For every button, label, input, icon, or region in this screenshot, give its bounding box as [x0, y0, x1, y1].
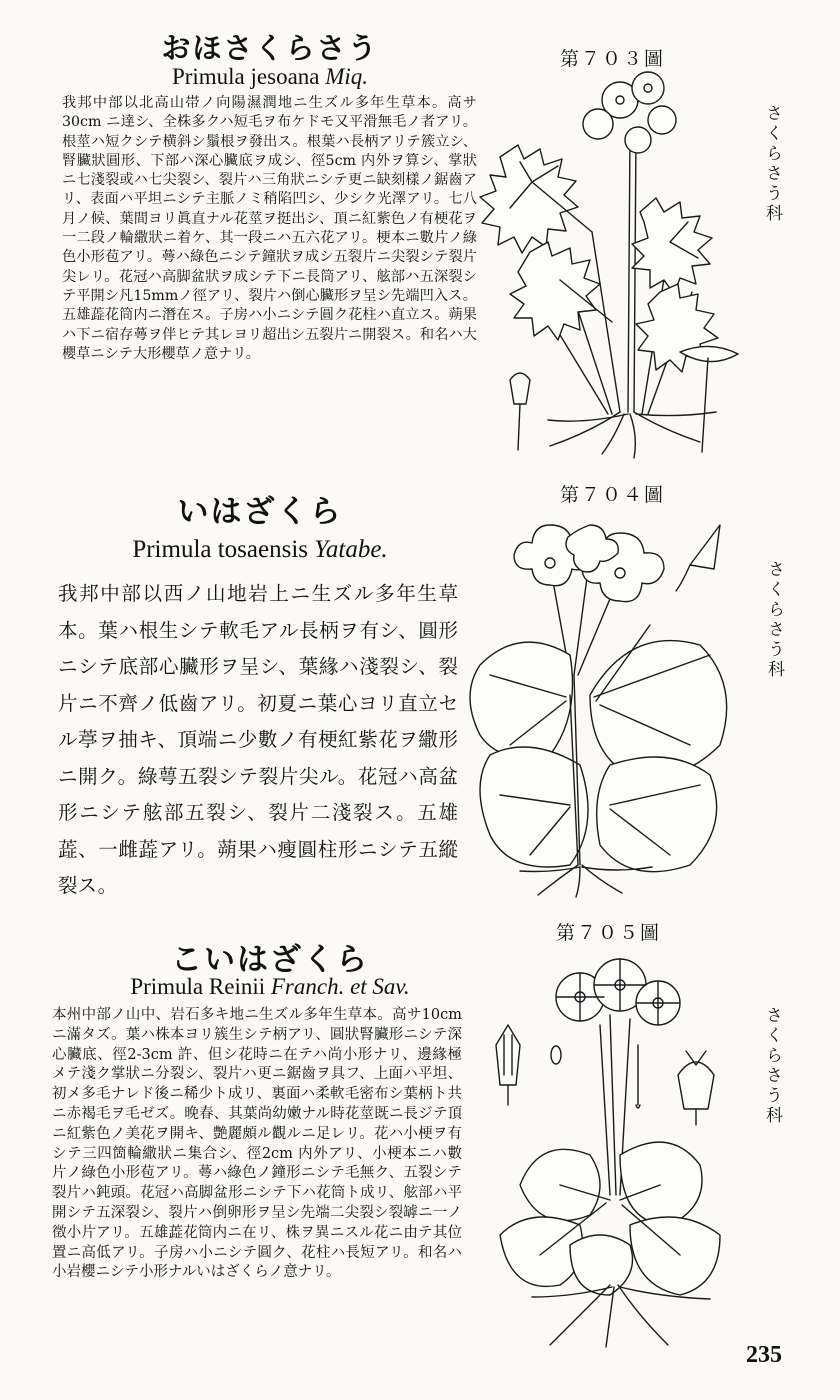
latin-genus-species: Primula Reinii — [130, 974, 266, 999]
latin-author: Franch. et Sav. — [270, 974, 410, 999]
page-number: 235 — [746, 1342, 782, 1368]
figure-label: 第７０５圖 — [556, 922, 662, 944]
family-label: さくらさう科 — [762, 104, 782, 224]
latin-name — [20, 974, 520, 1000]
latin-name — [20, 64, 520, 90]
latin-author: Yatabe. — [314, 536, 388, 563]
plant-illustration — [480, 955, 750, 1350]
figure-label: 第７０３圖 — [560, 48, 666, 70]
latin-author: Miq. — [325, 64, 369, 89]
family-label: さくらさう科 — [764, 560, 784, 680]
plant-illustration — [470, 62, 740, 462]
description: 我邦中部以北高山帯ノ向陽濕潤地ニ生ズル多年生草本。高サ30cm ニ達シ、全株多クハ短毛ヲ布ケドモ又平滑無毛ノ者アリ。根莖ハ短クシテ横斜シ鬚根ヲ發出ス。根葉ハ長柄アリテ簇立シ、腎臟狀圓形、下部ハ深心臟底ヲ成シ、徑5cm 内外ヲ算シ、掌狀ニ七淺裂或ハ七尖裂シ、裂片ハ三角狀ニシテ更ニ缺刻樣ノ鋸齒アリ、表面ハ平坦ニシテ主脈ノミ稍陷凹シ、少シク光澤アリ。七八月ノ候、葉間ヨリ眞直ナル花莖ヲ挺出シ、頂ニ紅紫色ノ有梗花ヲ一二段ノ輪繖狀ニ着ケ、其一段ニハ五六花アリ。梗本ニ數片ノ綠色小形苞アリ。蕚ハ綠色ニシテ鐘狀ヲ成シ五裂片ニ尖裂シテ裂片尖レリ。花冠ハ高脚盆狀ヲ成シテ下ニ長筒アリ、舷部ハ五深裂シテ平開シ凡15mmノ徑アリ、裂片ハ倒心臟形ヲ呈シ先端凹入ス。五雄蕋花筒内ニ潛在ス。子房ハ小ニシテ圓ク花柱ハ直立ス。蒴果ハ下ニ宿存蕚ヲ伴ヒテ其レヨリ超出シ五裂片ニ開裂ス。和名ハ大櫻草ニシテ大形櫻草ノ意ナリ。 — [62, 95, 477, 362]
description: 本州中部ノ山中、岩石多キ地ニ生ズル多年生草本。高サ10cm ニ滿タズ。葉ハ株本ヨリ簇生シテ柄アリ、圓狀腎臟形ニシテ深心臟底、徑2-3cm 許、但シ花時ニ在テハ尚小形ナリ、邊緣極メテ淺ク掌狀ニ分裂シ、裂片ハ更ニ鋸齒ヲ具フ、上面ハ平坦、初メ多毛ナレド後ニ稀少ト成リ、裏面ハ柔軟毛密布シ葉柄ト共ニ赤褐毛ヲ毛ゼズ。晚春、其葉尚幼嫩ナル時花莖既ニ長ジテ頂ニ紅紫色ノ美花ヲ開キ、艶麗頗ル觀ルニ足レリ。花ハ小梗ヲ有シテ三四箇輪繖狀ニ集合シ、徑2cm 内外アリ、小梗本ニハ數片ノ綠色小形苞アリ。蕚ハ綠色ノ鐘形ニシテ毛無ク、五裂シテ裂片ハ鈍頭。花冠ハ高脚盆形ニシテ下ハ花筒ト成リ、舷部ハ平開シテ五深裂シ、裂片ハ倒卵形ヲ呈シ先端二尖裂シ裂罅ニ一ノ徵小片アリ。五雄蕋花筒内ニ在リ、株ヲ異ニスル花ニ由テ其位置ニ高低アリ。子房ハ小ニシテ圓ク、花柱ハ長短アリ。和名ハ小岩櫻ニシテ小形ナルいはざくらノ意ナリ。 — [52, 1007, 462, 1281]
latin-genus-species: Primula tosaensis — [132, 536, 309, 563]
jp-name: こいはざくら — [171, 942, 369, 978]
jp-name: おほさくらさう — [161, 31, 379, 65]
figure-label: 第７０４圖 — [560, 484, 666, 506]
latin-genus-species: Primula jesoana — [171, 64, 320, 89]
latin-name — [10, 536, 510, 564]
plant-illustration — [470, 505, 750, 900]
description: 我邦中部以西ノ山地岩上ニ生ズル多年生草本。葉ハ根生シテ軟毛アル長柄ヲ有シ、圓形ニシテ底部心臟形ヲ呈シ、葉緣ハ淺裂シ、裂片ニ不齊ノ低齒アリ。初夏ニ葉心ヨリ直立セル葶ヲ抽キ、頂端ニ少數ノ有梗紅紫花ヲ繖形ニ開ク。綠萼五裂シテ裂片尖ル。花冠ハ高盆形ニシテ舷部五裂シ、裂片二淺裂ス。五雄蕋、一雌蕋アリ。蒴果ハ瘦圓柱形ニシテ五縱裂ス。 — [58, 582, 458, 897]
family-label: さくらさう科 — [762, 1006, 782, 1126]
jp-name: いはざくら — [177, 494, 343, 530]
